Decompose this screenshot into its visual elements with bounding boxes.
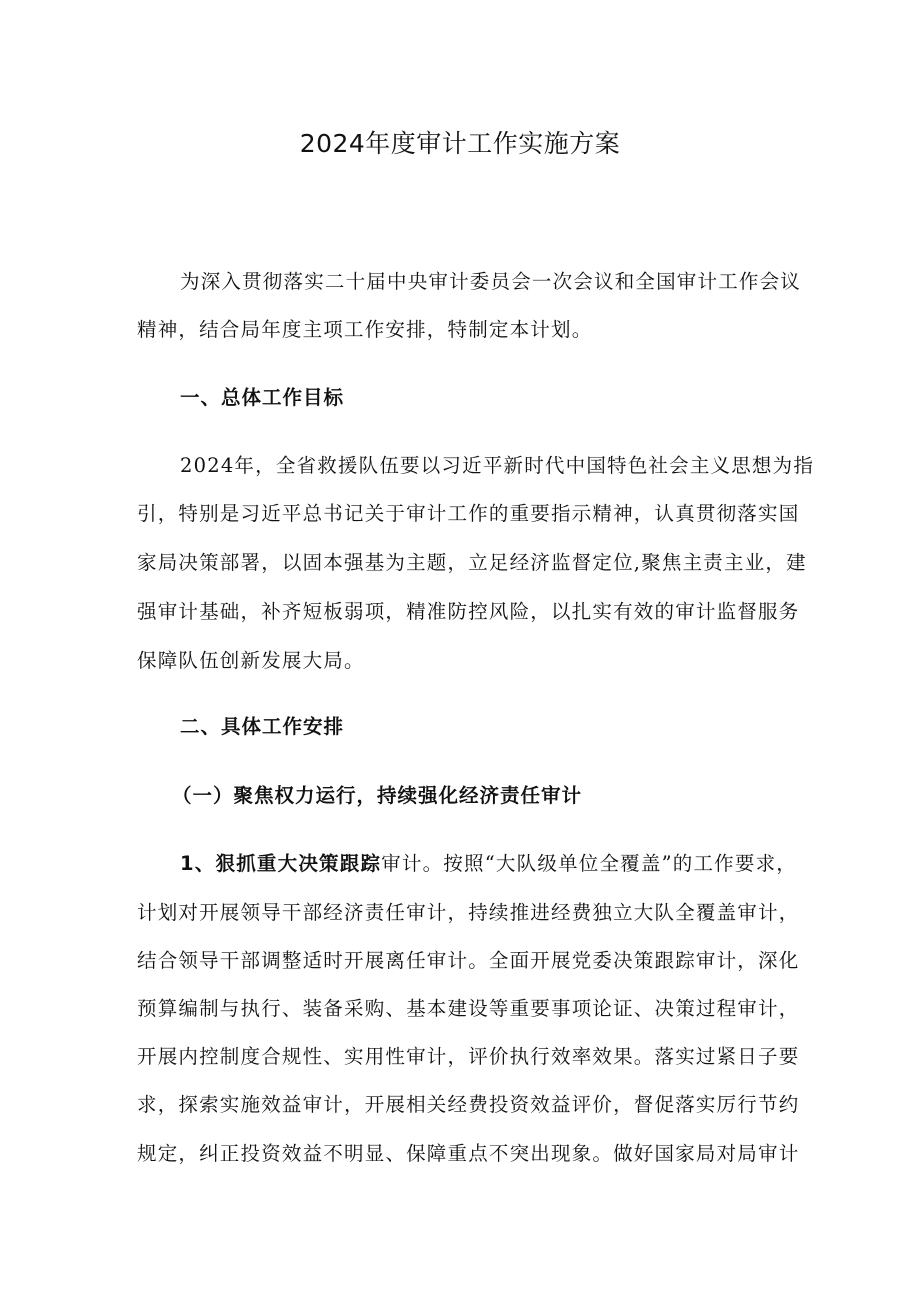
- item-1-line-6: 求，探索实施效益审计，开展相关经费投资效益评价，督促落实厉行节约: [137, 1093, 800, 1116]
- item-1-line-5: 开展内控制度合规性、实用性审计，评价执行效率效果。落实过紧日子要: [137, 1045, 800, 1068]
- item-1-line-4: 预算编制与执行、装备采购、基本建设等重要事项论证、决策过程审计，: [137, 997, 800, 1020]
- intro-line-1: 为深入贯彻落实二十届中央审计委员会一次会议和全国审计工作会议: [180, 270, 802, 293]
- document-title: 2024年度审计工作实施方案: [299, 129, 621, 158]
- item-1-first-line: [180, 848, 797, 880]
- section-2-heading: 二、具体工作安排: [180, 715, 345, 738]
- item-1-line-3: 结合领导干部调整适时开展离任审计。全面开展党委决策跟踪审计，深化: [137, 949, 800, 972]
- item-1-bold-lead: 1、狠抓重大决策跟踪: [180, 852, 382, 875]
- section-1-line-3: 家局决策部署，以固本强基为主题，立足经济监督定位,聚焦主责主业，建: [137, 551, 807, 574]
- section-1-line-4: 强审计基础，补齐短板弱项，精准防控风险，以扎实有效的审计监督服务: [137, 600, 800, 623]
- subsection-1-heading: （一）聚焦权力运行，持续强化经济责任审计: [172, 784, 583, 807]
- section-1-line-5: 保障队伍创新发展大局。: [137, 649, 365, 672]
- item-1-line-2: 计划对开展领导干部经济责任审计，持续推进经费独立大队全覆盖审计，: [137, 901, 800, 924]
- section-1-heading: 一、总体工作目标: [180, 386, 345, 409]
- section-1-line-2: 引，特别是习近平总书记关于审计工作的重要指示精神，认真贯彻落实国: [137, 502, 800, 525]
- intro-line-2: 精神，结合局年度主项工作安排，特制定本计划。: [137, 318, 593, 341]
- item-1-line-7: 规定，纠正投资效益不明显、保障重点不突出现象。做好国家局对局审计: [137, 1142, 800, 1165]
- section-1-line-1: 2024年，全省救援队伍要以习近平新时代中国特色社会主义思想为指: [180, 454, 815, 477]
- item-1-rest: 审计。按照“大队级单位全覆盖”的工作要求，: [381, 852, 797, 875]
